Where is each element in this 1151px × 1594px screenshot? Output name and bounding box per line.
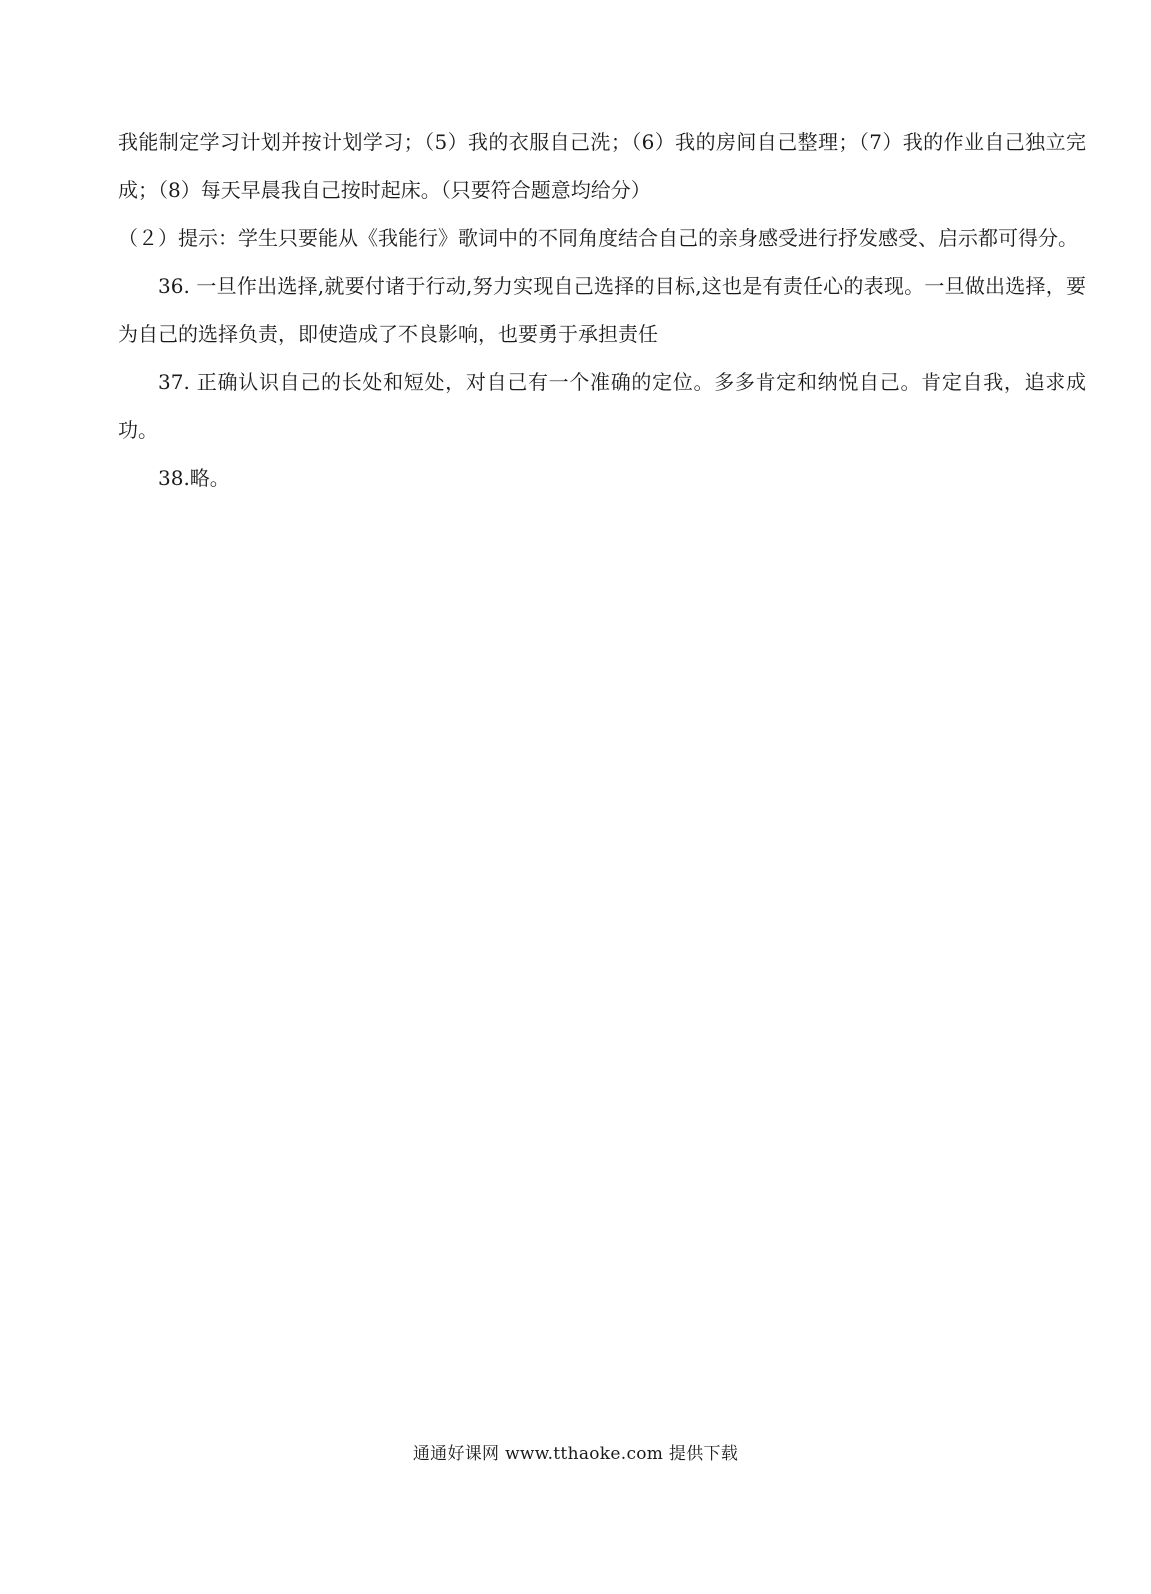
answer-35-1-continuation: 我能制定学习计划并按计划学习；（5）我的衣服自己洗；（6）我的房间自己整理；（7）我的作业自己独立完成；（8）每天早晨我自己按时起床。（只要符合题意均给分）	[118, 130, 1086, 202]
answer-36: 36. 一旦作出选择,就要付诸于行动,努力实现自己选择的目标,这也是有责任心的表现。一旦做出选择，要为自己的选择负责，即使造成了不良影响，也要勇于承担责任	[118, 274, 1086, 346]
answer-37: 37. 正确认识自己的长处和短处，对自己有一个准确的定位。多多肯定和纳悦自己。肯定自我，追求成功。	[118, 370, 1086, 442]
document-body	[118, 118, 1086, 502]
page-footer: 通通好课网 www.tthaoke.com 提供下载	[412, 1444, 739, 1464]
answer-38: 38.略。	[158, 466, 230, 490]
answer-35-2: （２）提示：学生只要能从《我能行》歌词中的不同角度结合自己的亲身感受进行抒发感受、启示都可得分。	[118, 226, 1078, 250]
